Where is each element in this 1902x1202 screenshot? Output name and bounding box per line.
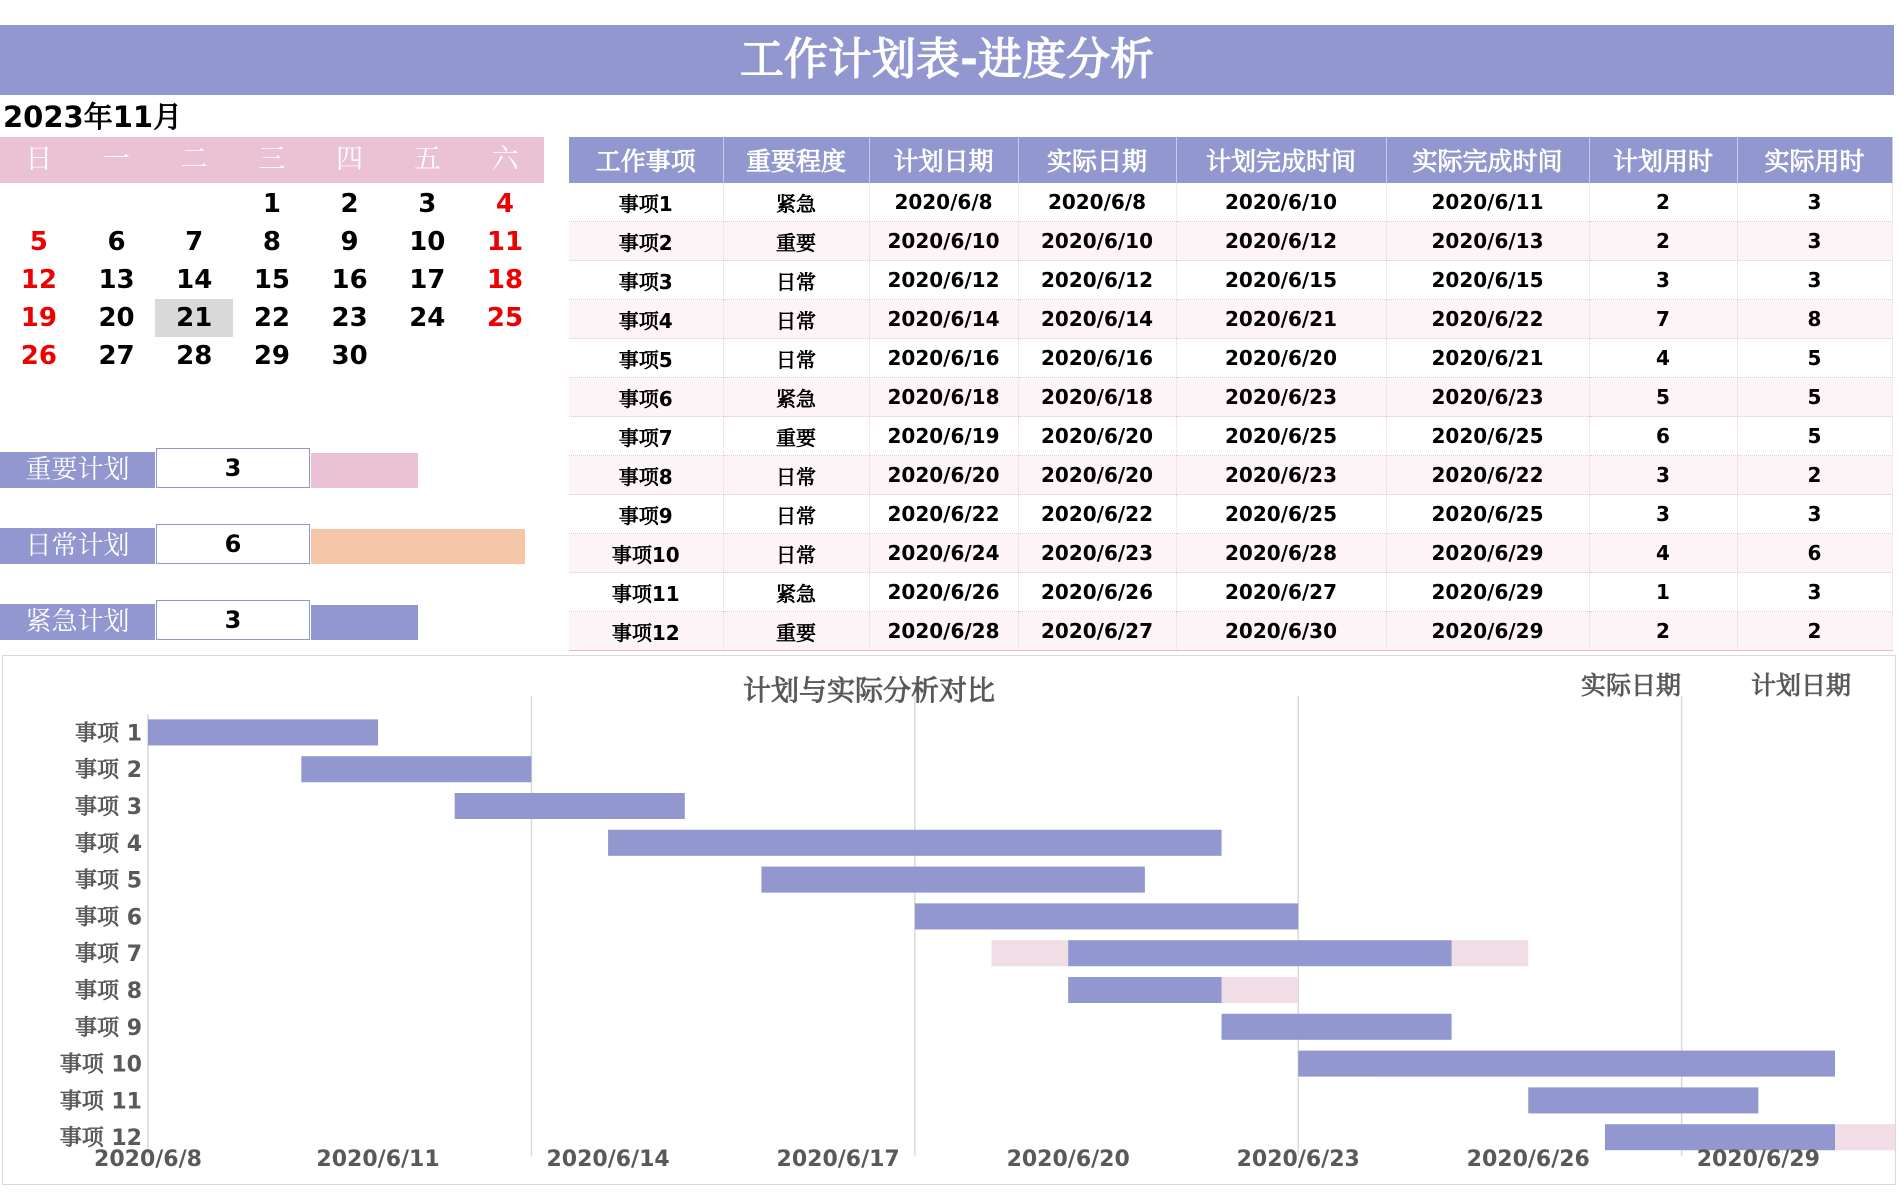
calendar-day-9[interactable]: 9 xyxy=(340,227,359,257)
category-label: 事项 8 xyxy=(75,979,142,1004)
table-cell: 2020/6/8 xyxy=(869,183,1018,222)
table-cell: 2020/6/22 xyxy=(1386,456,1589,495)
table-cell: 日常 xyxy=(723,456,869,495)
table-row[interactable] xyxy=(569,417,1892,456)
x-tick-label: 2020/6/17 xyxy=(776,1147,900,1172)
calendar-day-12[interactable]: 12 xyxy=(20,265,57,295)
calendar-day-24[interactable]: 24 xyxy=(409,303,446,333)
urgent-plan-count: 3 xyxy=(156,600,310,640)
important-plan-bar xyxy=(311,453,418,488)
table-cell: 日常 xyxy=(723,339,869,378)
table-row[interactable] xyxy=(569,183,1892,222)
table-cell: 2020/6/29 xyxy=(1386,573,1589,612)
table-cell: 日常 xyxy=(723,495,869,534)
calendar-day-2[interactable]: 2 xyxy=(340,189,359,219)
gantt-chart xyxy=(2,655,1896,1185)
category-label: 事项 5 xyxy=(75,868,142,894)
column-header-5[interactable]: 实际完成时间 xyxy=(1386,137,1589,183)
chart-bars xyxy=(148,719,1895,1150)
x-tick-label: 2020/6/11 xyxy=(316,1147,440,1172)
table-cell: 重要 xyxy=(723,612,869,651)
calendar-blank-cell xyxy=(78,185,156,223)
table-cell: 2020/6/23 xyxy=(1018,534,1176,573)
calendar-day-14[interactable]: 14 xyxy=(176,265,213,295)
table-cell: 2020/6/16 xyxy=(869,339,1018,378)
table-cell: 事项4 xyxy=(569,300,723,339)
x-tick-label: 2020/6/8 xyxy=(94,1147,202,1172)
column-header-4[interactable]: 计划完成时间 xyxy=(1176,137,1386,183)
table-cell: 事项2 xyxy=(569,222,723,261)
calendar-day-23[interactable]: 23 xyxy=(331,303,368,333)
table-cell: 3 xyxy=(1589,495,1737,534)
important-plan-row xyxy=(0,448,540,490)
table-cell: 2020/6/25 xyxy=(1386,417,1589,456)
page-title: 工作计划表-进度分析 xyxy=(0,25,1894,95)
calendar-day-30[interactable]: 30 xyxy=(331,341,368,371)
table-cell: 2020/6/20 xyxy=(1018,456,1176,495)
weekday-wed: 三 xyxy=(258,144,286,175)
table-cell: 3 xyxy=(1737,573,1892,612)
table-cell: 5 xyxy=(1737,339,1892,378)
table-cell: 2 xyxy=(1737,612,1892,651)
calendar-day-16[interactable]: 16 xyxy=(331,265,368,295)
table-cell: 2020/6/26 xyxy=(869,573,1018,612)
table-cell: 紧急 xyxy=(723,573,869,612)
category-label: 事项 1 xyxy=(75,721,142,747)
table-cell: 2020/6/22 xyxy=(1386,300,1589,339)
table-cell: 日常 xyxy=(723,261,869,300)
category-label: 事项 2 xyxy=(75,758,142,784)
table-row[interactable] xyxy=(569,495,1892,534)
column-header-1[interactable]: 重要程度 xyxy=(723,137,869,183)
table-cell: 5 xyxy=(1737,378,1892,417)
table-cell: 2020/6/28 xyxy=(1176,534,1386,573)
important-plan-count: 3 xyxy=(156,448,310,488)
calendar-day-18[interactable]: 18 xyxy=(486,265,524,295)
calendar-day-27[interactable]: 27 xyxy=(98,341,135,371)
category-label: 事项 9 xyxy=(75,1015,142,1041)
calendar-day-19[interactable]: 19 xyxy=(20,303,57,333)
calendar-day-22[interactable]: 22 xyxy=(253,303,290,333)
table-cell: 2020/6/10 xyxy=(1018,222,1176,261)
actual-bar xyxy=(301,756,531,782)
table-cell: 6 xyxy=(1737,534,1892,573)
table-cell: 3 xyxy=(1589,456,1737,495)
table-cell: 6 xyxy=(1589,417,1737,456)
table-cell: 2020/6/15 xyxy=(1176,261,1386,300)
column-header-2[interactable]: 计划日期 xyxy=(869,137,1018,183)
actual-bar xyxy=(915,903,1298,929)
x-tick-label: 2020/6/14 xyxy=(546,1147,670,1172)
table-cell: 2020/6/13 xyxy=(1386,222,1589,261)
table-cell: 事项12 xyxy=(569,612,723,651)
calendar-day-4[interactable]: 4 xyxy=(495,189,515,219)
table-cell: 事项10 xyxy=(569,534,723,573)
calendar-day-8[interactable]: 8 xyxy=(262,227,281,257)
table-row[interactable] xyxy=(569,378,1892,417)
table-cell: 2020/6/22 xyxy=(869,495,1018,534)
actual-bar xyxy=(455,793,685,819)
table-cell: 2 xyxy=(1589,222,1737,261)
daily-plan-count: 6 xyxy=(156,524,310,564)
weekday-mon: 一 xyxy=(103,144,131,175)
table-cell: 2020/6/18 xyxy=(1018,378,1176,417)
calendar-weekday-header xyxy=(0,137,544,183)
table-header-row xyxy=(569,137,1892,183)
table-cell: 2020/6/29 xyxy=(1386,534,1589,573)
chart-title: 计划与实际分析对比 xyxy=(742,674,996,707)
actual-bar xyxy=(1068,940,1451,966)
table-row[interactable] xyxy=(569,456,1892,495)
calendar-day-15[interactable]: 15 xyxy=(253,265,290,295)
weekday-sun: 日 xyxy=(25,144,53,175)
category-label: 事项 4 xyxy=(75,831,142,857)
calendar-day-grid xyxy=(0,185,544,375)
table-cell: 7 xyxy=(1589,300,1737,339)
x-tick-label: 2020/6/23 xyxy=(1236,1147,1360,1172)
table-cell: 2020/6/12 xyxy=(1176,222,1386,261)
calendar-day-13[interactable]: 13 xyxy=(98,265,135,295)
calendar-day-5[interactable]: 5 xyxy=(29,227,48,257)
table-cell: 2020/6/14 xyxy=(869,300,1018,339)
table-cell: 8 xyxy=(1737,300,1892,339)
legend-actual-date: 实际日期 xyxy=(1580,671,1682,700)
calendar-blank-cell xyxy=(155,185,233,223)
weekday-thu: 四 xyxy=(336,144,364,175)
urgent-plan-label: 紧急计划 xyxy=(0,604,155,640)
table-cell: 5 xyxy=(1589,378,1737,417)
table-cell: 2020/6/21 xyxy=(1176,300,1386,339)
table-cell: 3 xyxy=(1737,261,1892,300)
daily-plan-label: 日常计划 xyxy=(0,528,155,564)
table-cell: 4 xyxy=(1589,339,1737,378)
important-plan-label: 重要计划 xyxy=(0,452,155,488)
table-cell: 2020/6/20 xyxy=(1176,339,1386,378)
table-cell: 2020/6/15 xyxy=(1386,261,1589,300)
chart-category-labels xyxy=(60,720,142,1151)
calendar-day-1[interactable]: 1 xyxy=(262,189,281,219)
column-header-6[interactable]: 计划用时 xyxy=(1589,137,1737,183)
actual-bar xyxy=(1222,1014,1452,1040)
table-cell: 事项9 xyxy=(569,495,723,534)
x-tick-label: 2020/6/20 xyxy=(1006,1147,1130,1172)
table-cell: 2020/6/27 xyxy=(1176,573,1386,612)
urgent-plan-bar xyxy=(311,605,418,640)
table-cell: 3 xyxy=(1737,183,1892,222)
actual-bar xyxy=(761,867,1144,893)
table-cell: 2020/6/30 xyxy=(1176,612,1386,651)
table-cell: 2 xyxy=(1589,183,1737,222)
table-cell: 2 xyxy=(1737,456,1892,495)
actual-bar xyxy=(1528,1087,1758,1113)
table-cell: 日常 xyxy=(723,300,869,339)
table-cell: 3 xyxy=(1589,261,1737,300)
x-tick-label: 2020/6/26 xyxy=(1466,1147,1590,1172)
table-cell: 2020/6/21 xyxy=(1386,339,1589,378)
calendar-blank-cell xyxy=(0,185,78,223)
table-cell: 重要 xyxy=(723,417,869,456)
actual-bar xyxy=(608,830,1221,856)
actual-bar xyxy=(1068,977,1221,1003)
category-label: 事项 7 xyxy=(75,942,142,968)
column-header-7[interactable]: 实际用时 xyxy=(1737,137,1892,183)
calendar-day-28[interactable]: 28 xyxy=(176,341,213,371)
table-cell: 2020/6/12 xyxy=(869,261,1018,300)
gantt-chart-svg xyxy=(3,656,1895,1184)
calendar-day-7[interactable]: 7 xyxy=(185,227,204,257)
actual-bar xyxy=(148,719,378,745)
legend-planned-date: 计划日期 xyxy=(1750,671,1852,700)
table-cell: 2020/6/10 xyxy=(1176,183,1386,222)
table-row[interactable] xyxy=(569,534,1892,573)
calendar-day-29[interactable]: 29 xyxy=(253,341,290,371)
month-label: 2023年11月 xyxy=(3,100,183,134)
table-cell: 2020/6/23 xyxy=(1386,378,1589,417)
x-tick-label: 2020/6/29 xyxy=(1696,1147,1820,1172)
table-cell: 2020/6/8 xyxy=(1018,183,1176,222)
table-cell: 日常 xyxy=(723,534,869,573)
table-cell: 2020/6/23 xyxy=(1176,378,1386,417)
table-cell: 2020/6/20 xyxy=(1018,417,1176,456)
calendar-day-26[interactable]: 26 xyxy=(20,341,57,371)
table-cell: 2020/6/27 xyxy=(1018,612,1176,651)
table-cell: 3 xyxy=(1737,495,1892,534)
table-cell: 2020/6/24 xyxy=(869,534,1018,573)
category-label: 事项 6 xyxy=(75,905,142,931)
urgent-plan-row xyxy=(0,600,540,642)
table-cell: 2020/6/28 xyxy=(869,612,1018,651)
table-cell: 2020/6/14 xyxy=(1018,300,1176,339)
category-label: 事项 12 xyxy=(59,1126,142,1152)
table-cell: 2 xyxy=(1589,612,1737,651)
table-cell: 2020/6/25 xyxy=(1176,417,1386,456)
table-cell: 2020/6/23 xyxy=(1176,456,1386,495)
table-cell: 事项8 xyxy=(569,456,723,495)
calendar-day-20[interactable]: 20 xyxy=(98,303,135,333)
calendar xyxy=(0,137,546,377)
table-cell: 2020/6/10 xyxy=(869,222,1018,261)
category-label: 事项 10 xyxy=(59,1052,142,1078)
table-row[interactable] xyxy=(569,573,1892,612)
calendar-day-11[interactable]: 11 xyxy=(486,227,524,257)
table-cell: 2020/6/12 xyxy=(1018,261,1176,300)
table-cell: 重要 xyxy=(723,222,869,261)
table-cell: 2020/6/16 xyxy=(1018,339,1176,378)
task-table xyxy=(569,137,1892,651)
calendar-day-10[interactable]: 10 xyxy=(409,227,446,257)
table-cell: 事项1 xyxy=(569,183,723,222)
table-cell: 事项6 xyxy=(569,378,723,417)
weekday-sat: 六 xyxy=(491,144,519,175)
table-cell: 事项3 xyxy=(569,261,723,300)
table-cell: 2020/6/25 xyxy=(1386,495,1589,534)
table-row[interactable] xyxy=(569,612,1892,651)
table-cell: 2020/6/22 xyxy=(1018,495,1176,534)
actual-bar xyxy=(1298,1051,1835,1077)
table-cell: 2020/6/26 xyxy=(1018,573,1176,612)
category-label: 事项 3 xyxy=(75,795,142,820)
calendar-day-3[interactable]: 3 xyxy=(418,189,437,219)
daily-plan-row xyxy=(0,524,540,566)
table-cell: 1 xyxy=(1589,573,1737,612)
table-cell: 2020/6/18 xyxy=(869,378,1018,417)
table-cell: 事项11 xyxy=(569,573,723,612)
calendar-day-6[interactable]: 6 xyxy=(107,227,126,257)
weekday-tue: 二 xyxy=(180,144,208,175)
table-cell: 事项7 xyxy=(569,417,723,456)
table-cell: 5 xyxy=(1737,417,1892,456)
table-cell: 2020/6/11 xyxy=(1386,183,1589,222)
column-header-3[interactable]: 实际日期 xyxy=(1018,137,1176,183)
table-row[interactable] xyxy=(569,222,1892,261)
table-row[interactable] xyxy=(569,261,1892,300)
table-cell: 2020/6/29 xyxy=(1386,612,1589,651)
chart-x-tick-labels xyxy=(94,1147,1820,1172)
column-header-0[interactable]: 工作事项 xyxy=(569,137,723,183)
table-cell: 2020/6/19 xyxy=(869,417,1018,456)
table-cell: 紧急 xyxy=(723,183,869,222)
calendar-day-25[interactable]: 25 xyxy=(486,303,524,333)
table-cell: 2020/6/25 xyxy=(1176,495,1386,534)
table-row[interactable] xyxy=(569,339,1892,378)
daily-plan-bar xyxy=(311,529,525,564)
calendar-day-21[interactable]: 21 xyxy=(155,299,233,337)
category-label: 事项 11 xyxy=(59,1089,142,1115)
table-row[interactable] xyxy=(569,300,1892,339)
table-cell: 4 xyxy=(1589,534,1737,573)
calendar-day-17[interactable]: 17 xyxy=(409,265,446,295)
table-cell: 紧急 xyxy=(723,378,869,417)
table-cell: 2020/6/20 xyxy=(869,456,1018,495)
table-cell: 事项5 xyxy=(569,339,723,378)
table-cell: 3 xyxy=(1737,222,1892,261)
weekday-fri: 五 xyxy=(413,144,441,175)
